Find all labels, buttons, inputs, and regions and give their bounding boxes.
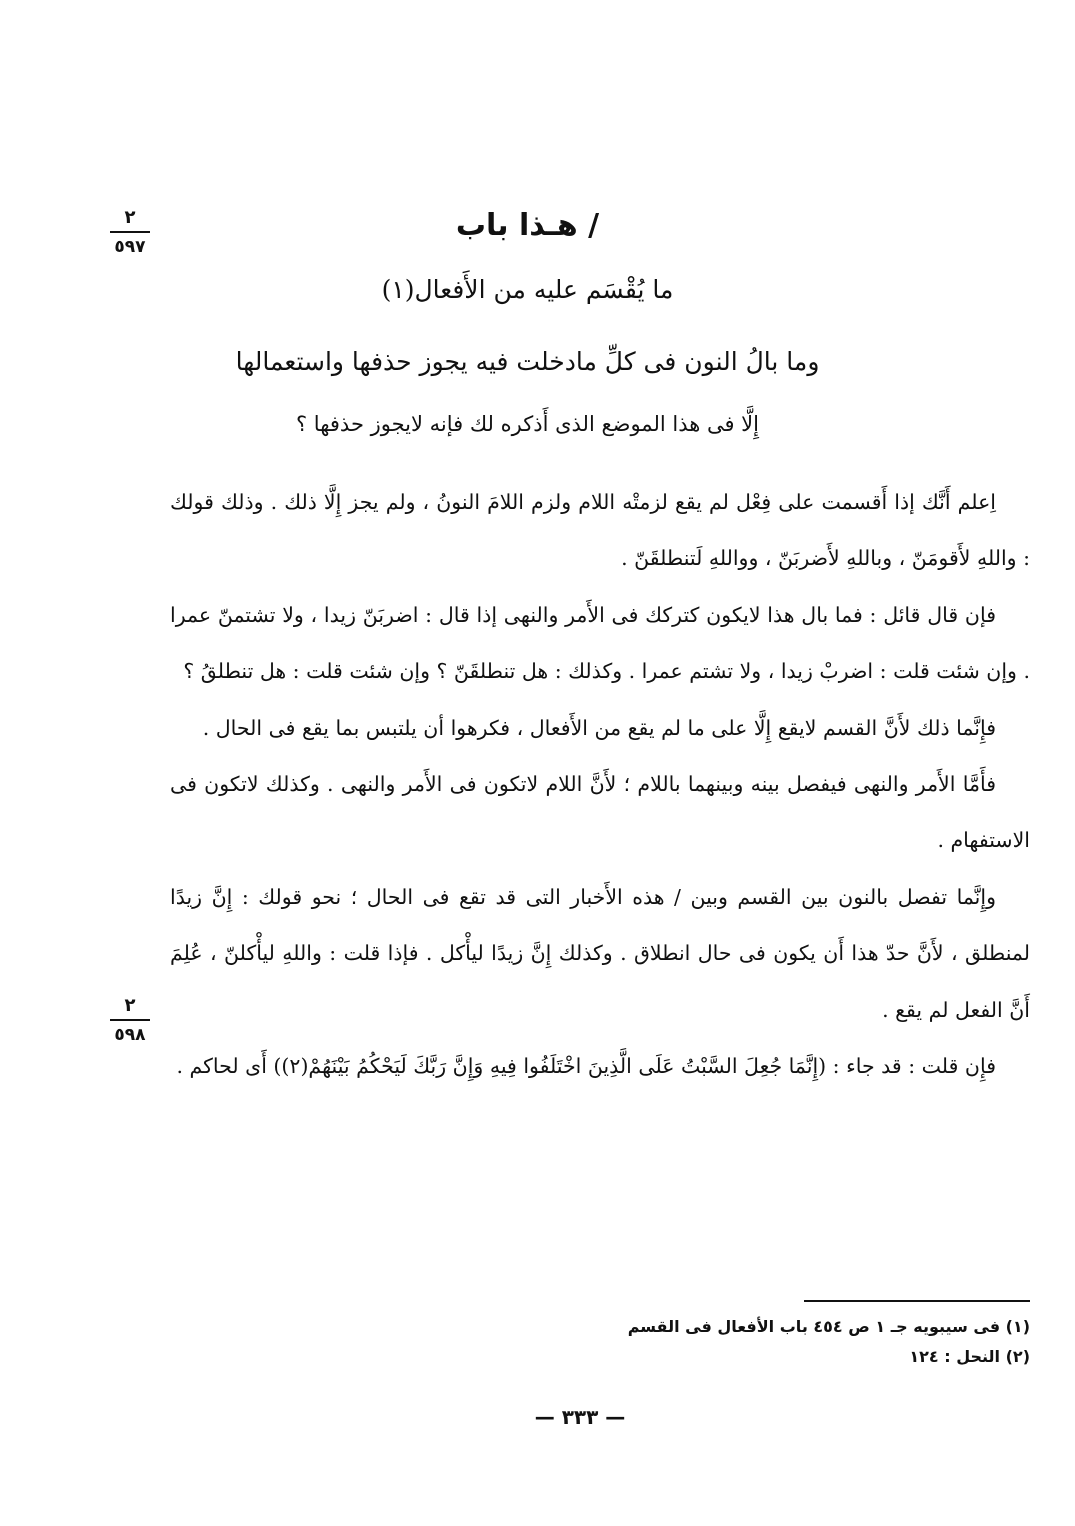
body-paragraph: فإِنَّما ذلك لأَنَّ القسم لايقع إِلَّا على ما لم يقع من الأَفعال ، فكرهوا أن يلتبس بما يقع فى الحال . xyxy=(202,715,996,740)
margin-reference-numerator: ٢ xyxy=(124,207,136,228)
chapter-subtitle: وما بالُ النون فى كلِّ مادخلت فيه يجوز حذفها واستعمالها xyxy=(235,347,820,376)
chapter-title: / هـذا باب xyxy=(455,208,600,243)
footnote-divider xyxy=(804,1300,1030,1302)
body-paragraph: فأَمَّا الأَمر والنهى فيفصل بينه وبينهما باللام ؛ لأَنَّ اللام لاتكون فى الأَمر والنهى . وكذلك لاتكون فى الاستفهام . xyxy=(170,772,1030,853)
chapter-subtitle: إِلَّا فى هذا الموضع الذى أَذكره لك فإنه لايجوز حذفها ؟ xyxy=(295,412,759,436)
footnote: (٢) النحل : ١٢٤ xyxy=(909,1347,1030,1366)
margin-reference-598 xyxy=(95,996,165,1045)
margin-reference-rule xyxy=(110,1019,150,1021)
margin-reference-numerator: ٢ xyxy=(124,995,136,1016)
margin-reference-denominator: ٥٩٨ xyxy=(114,1025,146,1045)
page-number: — ٣٣٣ — xyxy=(534,1405,626,1429)
margin-reference-denominator: ٥٩٧ xyxy=(114,237,146,257)
chapter-subtitle: ما يُقْسَم عليه من الأَفعال(١) xyxy=(381,275,674,304)
body-paragraph: فإِن قلت : قد جاء : (إِنَّمَا جُعِلَ السَّبْتُ عَلَى الَّذِينَ اخْتَلَفُوا فِيهِ وَإِنَّ رَبَّكَ لَيَحْكُمُ بَيْنَهُمْ(٢)) أَى لحاكم . xyxy=(176,1054,996,1079)
margin-reference-rule xyxy=(110,231,150,233)
body-paragraph: فإن قال قائل : فما بال هذا لايكون كتركك فى الأَمر والنهى إذا قال : اضربَنّ زيدا ، ولا تشتمنّ عمرا . وإن شئت قلت : اضربْ زيدا ، ولا تشتم عمرا . وكذلك : هل تنطلقَنّ ؟ وإن شئت قلت : هل تنطلقُ ؟ xyxy=(170,602,1030,684)
footnote: (١) فى سيبويه جـ ١ ص ٤٥٤ باب الأفعال فى القسم xyxy=(627,1317,1030,1336)
body-paragraph: وإِنَّما تفصل بالنون بين القسم وبين / هذه الأَخبار التى قد تقع فى الحال ؛ نحو قولك : إِنَّ زيدًا لمنطلق ، لأَنَّ حدّ هذا أَن يكون فى حال انطلاق . وكذلك إِنَّ زيدًا ليأْكل . فإذا قلت : واللهِ ليأْكلنّ ، عُلِمَ أَنَّ الفعل لم يقع . xyxy=(170,884,1030,1022)
footnotes xyxy=(420,1312,1030,1372)
body-text xyxy=(170,474,1030,1094)
margin-reference-597 xyxy=(95,208,165,257)
body-paragraph: اِعلم أَنَّك إذا أَقسمت على فِعْل لم يقع لزمتْه اللام ولزم اللامَ النونُ ، ولم يجز إِلَّا ذلك . وذلك قولك : واللهِ لأَقومَنّ ، وباللهِ لأَضربَنّ ، وواللهِ لَتنطلقَنّ . xyxy=(170,490,1030,571)
